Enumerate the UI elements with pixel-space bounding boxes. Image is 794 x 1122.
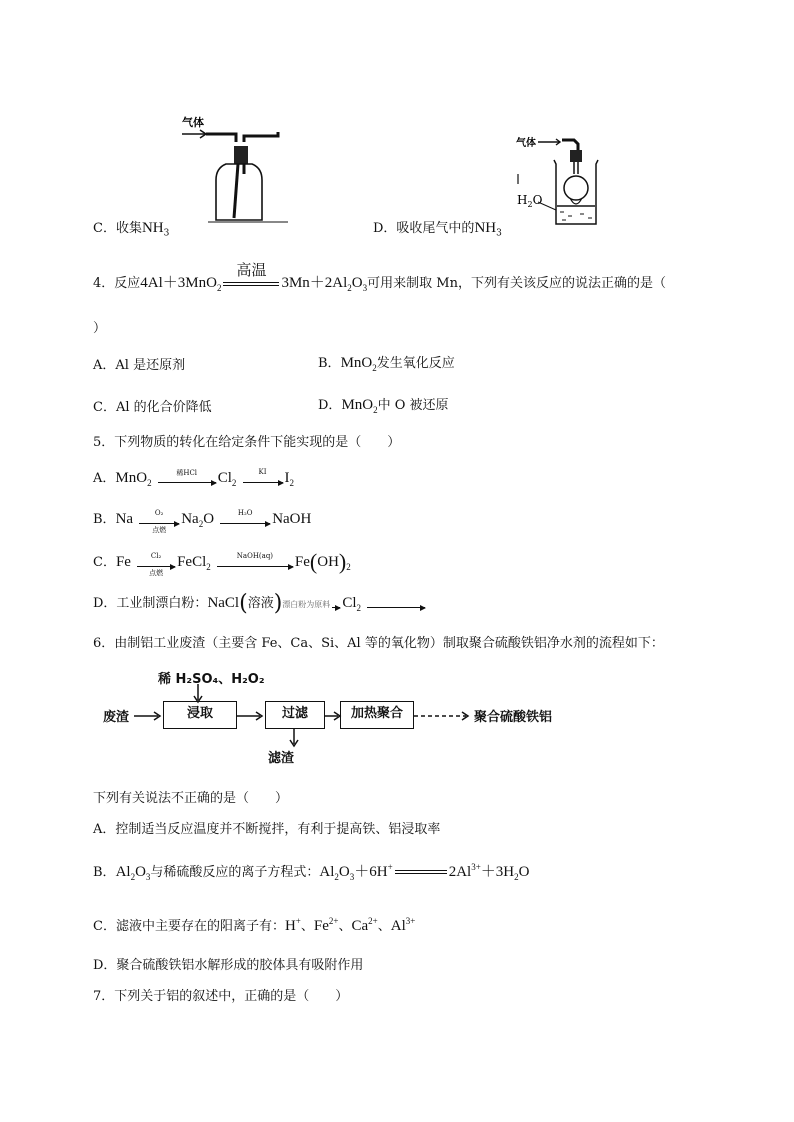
q6-option-c: C．滤液中主要存在的阳离子有：H+、$Fe^{2+}$、$Ca^{2+}$、$Al^{3+}$: [93, 916, 416, 934]
q5-option-c: C．Fe Cl₂ 点燃 FeCl$_2$ NaOH(aq) $Fe(OH)_2$: [93, 549, 351, 577]
q4-stem-close: ）: [93, 321, 107, 336]
q4-option-b: B．MnO$_2$发生氧化反应: [318, 355, 455, 373]
q3-option-d: D．吸收尾气中的$NH_3$: [373, 220, 502, 239]
flow-step-filtration: 过滤: [265, 701, 325, 729]
q6-option-b: B．$Al_2O_3$与稀硫酸反应的离子方程式：$Al_2O_3+6H^+$ $2Al^{3+}+3H_2O$: [93, 862, 530, 882]
q7-stem: 7．下列关于铝的叙述中，正确的是（ ）: [93, 989, 349, 1004]
q5-option-a: A．MnO$_2$ 稀HCl $Cl_2$ KI $I_2$: [93, 468, 295, 488]
reaction-condition: 高温: [221, 279, 281, 289]
flow-step-leaching: 浸取: [163, 701, 237, 729]
q6-option-d: D．聚合硫酸铁铝水解形成的胶体具有吸附作用: [93, 958, 364, 973]
gas-collection-bottle-figure: [178, 110, 298, 228]
q4-option-a: A．Al 是还原剂: [93, 358, 186, 373]
flow-step-heating: 加热聚合: [340, 701, 414, 729]
flow-input: 废渣: [103, 710, 130, 725]
q4-stem: 4．反应4Al＋3MnO$_2$ 高温 $3Mn+2Al_2O_3$可用来制取 Mn，下列有关该反应的说法正确的是（: [93, 260, 666, 293]
q5-option-b: B．Na O₂ 点燃 $Na_2O$ H₂O NaOH: [93, 509, 312, 534]
water-label: $H_2O$: [517, 193, 543, 209]
tail-gas-absorption-figure: [516, 134, 606, 234]
q4-option-c: C．Al 的化合价降低: [93, 400, 212, 415]
q6-stem: 6．由制铝工业废渣（主要含 Fe、Ca、Si、Al 等的氧化物）制取聚合硫酸铁铝净水剂的流程如下：: [93, 636, 664, 651]
flow-residue: 滤渣: [268, 751, 295, 766]
q3-option-c: C．收集$NH_3$: [93, 220, 170, 239]
q4-option-d: D．MnO$_2$中 O 被还原: [318, 397, 449, 415]
q5-stem: 5．下列物质的转化在给定条件下能实现的是（ ）: [93, 435, 401, 450]
q6-option-a: A．控制适当反应温度并不断搅拌，有利于提高铁、铝浸取率: [93, 822, 441, 837]
q6-question: 下列有关说法不正确的是（ ）: [93, 791, 289, 806]
flow-output: 聚合硫酸铁铝: [474, 710, 553, 725]
gas-label-d: 气体: [516, 138, 536, 149]
flow-reagent: 稀 H₂SO₄、H₂O₂: [158, 672, 265, 687]
q5-option-d: D．工业制漂白粉：NaCl(溶液)漂白粉为原料 $Cl_2$: [93, 591, 427, 616]
gas-label-c: 气体: [182, 116, 204, 129]
